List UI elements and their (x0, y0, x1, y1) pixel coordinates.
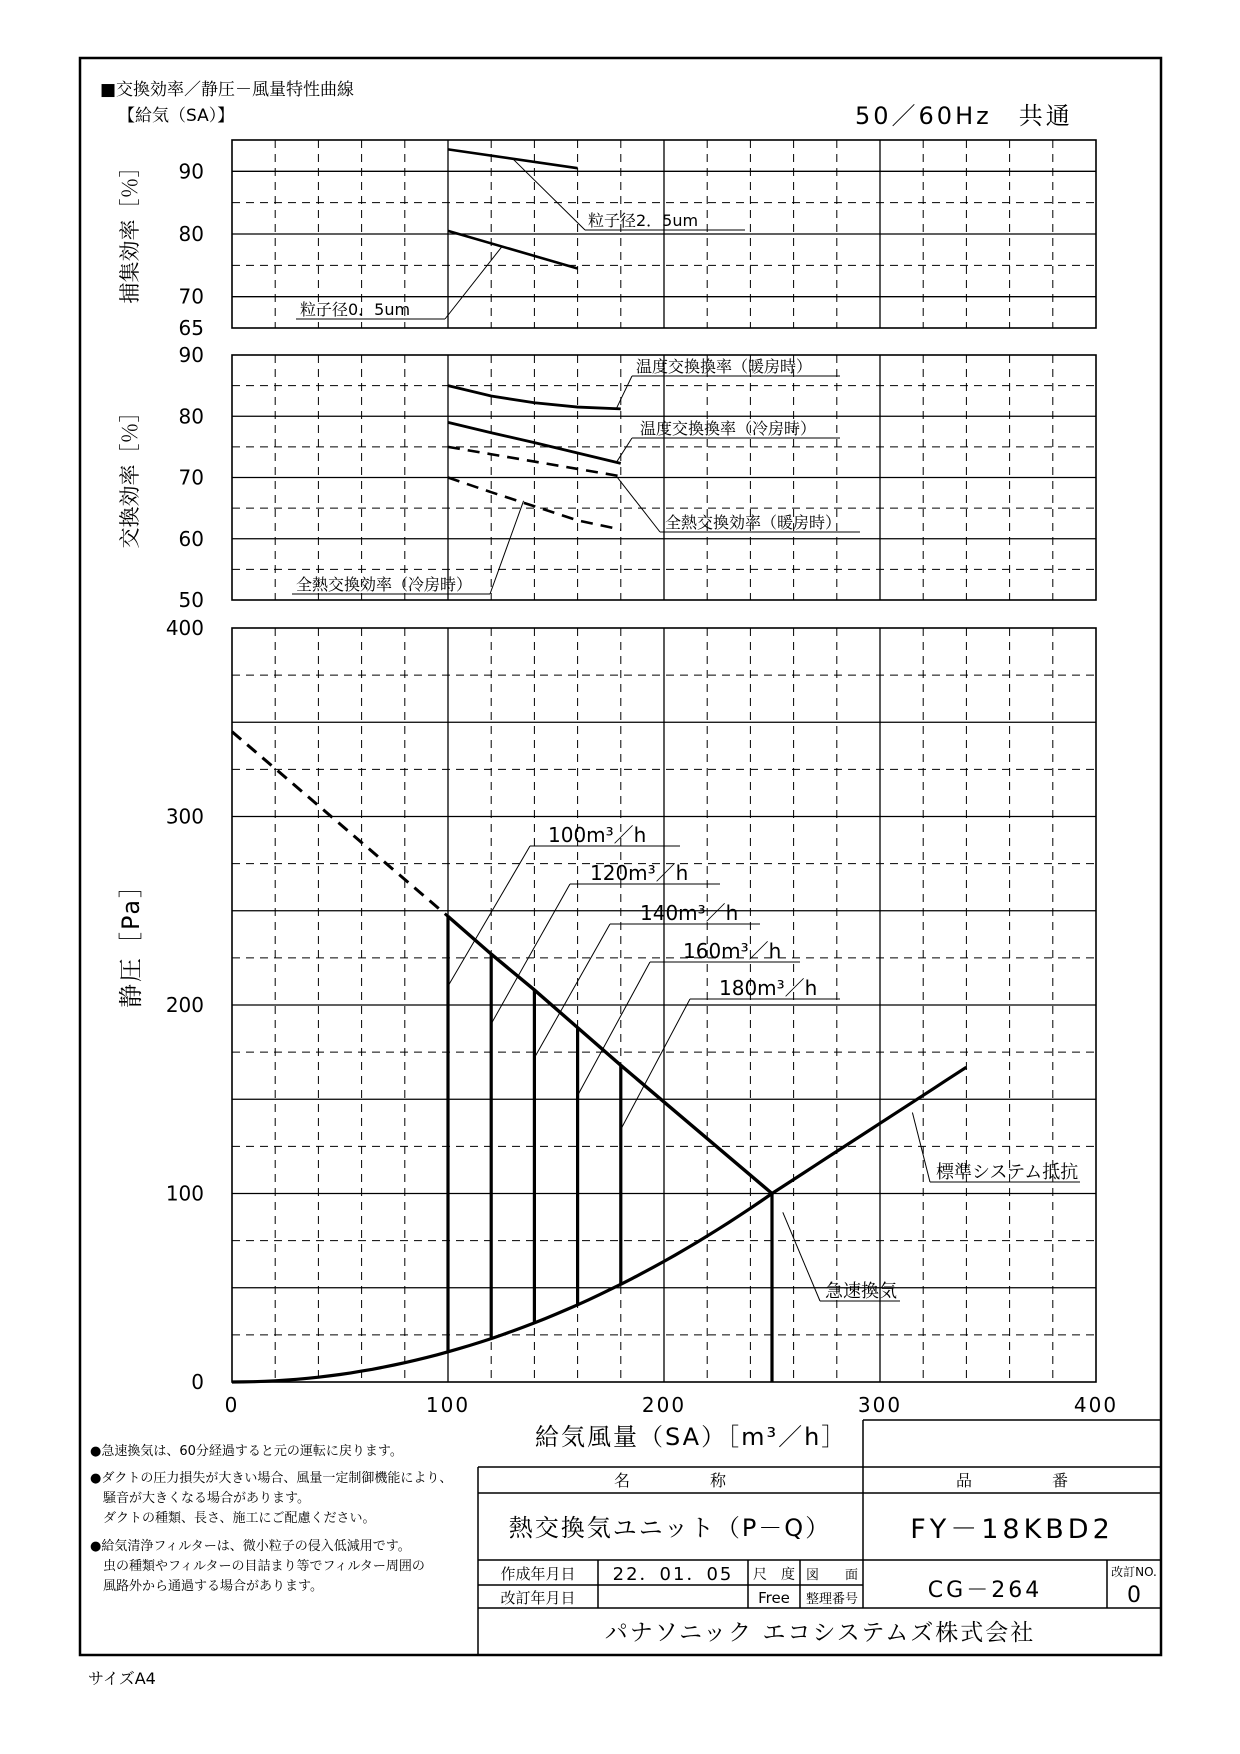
static-pressure-tick-label: 0 (191, 1370, 204, 1394)
static-pressure-tick-label: 400 (165, 616, 204, 640)
collection-efficiency-chart (179, 140, 1096, 340)
airflow-tick-label: 100 (425, 1393, 471, 1417)
exchange-efficiency-chart (179, 343, 1096, 612)
leader-line (616, 476, 660, 532)
note-line: ダクトの種類、長さ、施工にご配慮ください。 (90, 1511, 376, 1526)
leader-line (445, 247, 502, 319)
control-label: 整理番号 (805, 1592, 859, 1607)
drawing-label: 図 面 (805, 1568, 859, 1583)
airflow-tick-label: 300 (857, 1393, 903, 1417)
series-line (448, 231, 578, 269)
series-line (232, 732, 448, 917)
leader-line (912, 1112, 930, 1182)
created-date: 22．01．05 (612, 1564, 734, 1585)
product-name: 熱交換気ユニット（P－Q） (508, 1514, 832, 1542)
sub-title: 【給気（SA）】 (118, 106, 235, 126)
collection-efficiency-tick-label: 80 (178, 222, 204, 246)
scale-label: 尺 度 (753, 1567, 795, 1583)
exchange-efficiency-tick-label: 90 (178, 343, 204, 367)
note-line: 騒音が大きくなる場合があります。 (90, 1491, 310, 1506)
static-pressure-axis-label: 静圧［Pa］ (117, 871, 145, 1009)
section-title: ■交換効率／静圧－風量特性曲線 (100, 80, 355, 100)
exchange-efficiency-tick-label: 60 (178, 526, 204, 551)
leader-line (616, 376, 632, 408)
leader-line (490, 501, 524, 594)
airflow-tick-label: 400 (1073, 1393, 1119, 1417)
note-line: ●ダクトの圧力損失が大きい場合、風量一定制御機能により、 (90, 1471, 453, 1486)
static-pressure-tick-label: 100 (165, 1181, 204, 1206)
series-label: 160m³／h (683, 939, 782, 963)
exchange-efficiency-axis-label: 交換効率［％］ (118, 401, 142, 549)
leader-line (448, 846, 530, 986)
exchange-efficiency-tick-label: 80 (178, 404, 204, 429)
product-number: FY－18KBD2 (910, 1514, 1114, 1545)
notes-block (90, 1443, 452, 1594)
leader-line (578, 962, 650, 1095)
exchange-efficiency-tick-label: 70 (178, 465, 204, 490)
note-line: 虫の種類やフィルターの目詰まり等でフィルター周囲の (90, 1559, 425, 1574)
revision-label: 改訂NO. (1111, 1565, 1157, 1579)
static-pressure-tick-label: 200 (165, 993, 204, 1017)
series-label: 140m³／h (640, 901, 739, 925)
series-label: 標準システム抵抗 (936, 1162, 1079, 1183)
series-label: 急速換気 (825, 1281, 897, 1302)
series-line (448, 149, 578, 168)
series-label: 粒子径0．5um (300, 300, 411, 319)
static-pressure-chart (166, 616, 1118, 1417)
collection-efficiency-tick-label: 90 (178, 159, 204, 184)
leader-line (491, 884, 570, 1024)
note-line: 風路外から通過する場合があります。 (90, 1579, 323, 1594)
collection-efficiency-tick-label: 70 (178, 284, 204, 309)
series-label: 100m³／h (548, 823, 647, 847)
series-label: 温度交換換率（冷房時） (640, 419, 817, 438)
drawing-number: CG－264 (927, 1578, 1043, 1603)
note-line: ●給気清浄フィルターは、微小粒子の侵入低減用です。 (90, 1539, 411, 1554)
series-label: 180m³／h (719, 976, 818, 1000)
collection-efficiency-axis-label: 捕集効率［％］ (118, 156, 142, 304)
series-label: 全熱交換効率（冷房時） (296, 575, 473, 594)
exchange-efficiency-tick-label: 50 (178, 588, 204, 612)
revision-number: 0 (1127, 1583, 1141, 1608)
static-pressure-tick-label: 300 (165, 804, 204, 829)
airflow-axis-label: 給気風量（SA）［m³／h］ (535, 1423, 848, 1451)
frequency-label: 50／60Hz 共通 (855, 102, 1073, 130)
leader-line (513, 159, 585, 230)
collection-efficiency-tick-label: 65 (178, 316, 204, 340)
leader-line (621, 999, 690, 1129)
sheet-size: サイズA4 (88, 1669, 156, 1688)
airflow-tick-label: 0 (224, 1393, 240, 1417)
series-label: 粒子径2．5um (588, 211, 699, 230)
company-name: パナソニック エコシステムズ株式会社 (604, 1620, 1036, 1646)
series-label: 温度交換換率（暖房時） (636, 357, 813, 376)
airflow-tick-label: 200 (641, 1393, 687, 1417)
series-label: 120m³／h (590, 861, 689, 885)
leader-line (616, 438, 632, 462)
note-line: ●急速換気は、60分経過すると元の運転に戻ります。 (90, 1444, 403, 1459)
revised-label: 改訂年月日 (500, 1589, 576, 1607)
name-header: 名 称 (613, 1471, 727, 1490)
scale-value: Free (758, 1589, 790, 1607)
created-label: 作成年月日 (500, 1565, 576, 1583)
number-header: 品 番 (955, 1471, 1069, 1490)
leader-line (534, 924, 610, 1058)
series-label: 全熱交換効率（暖房時） (665, 513, 842, 532)
